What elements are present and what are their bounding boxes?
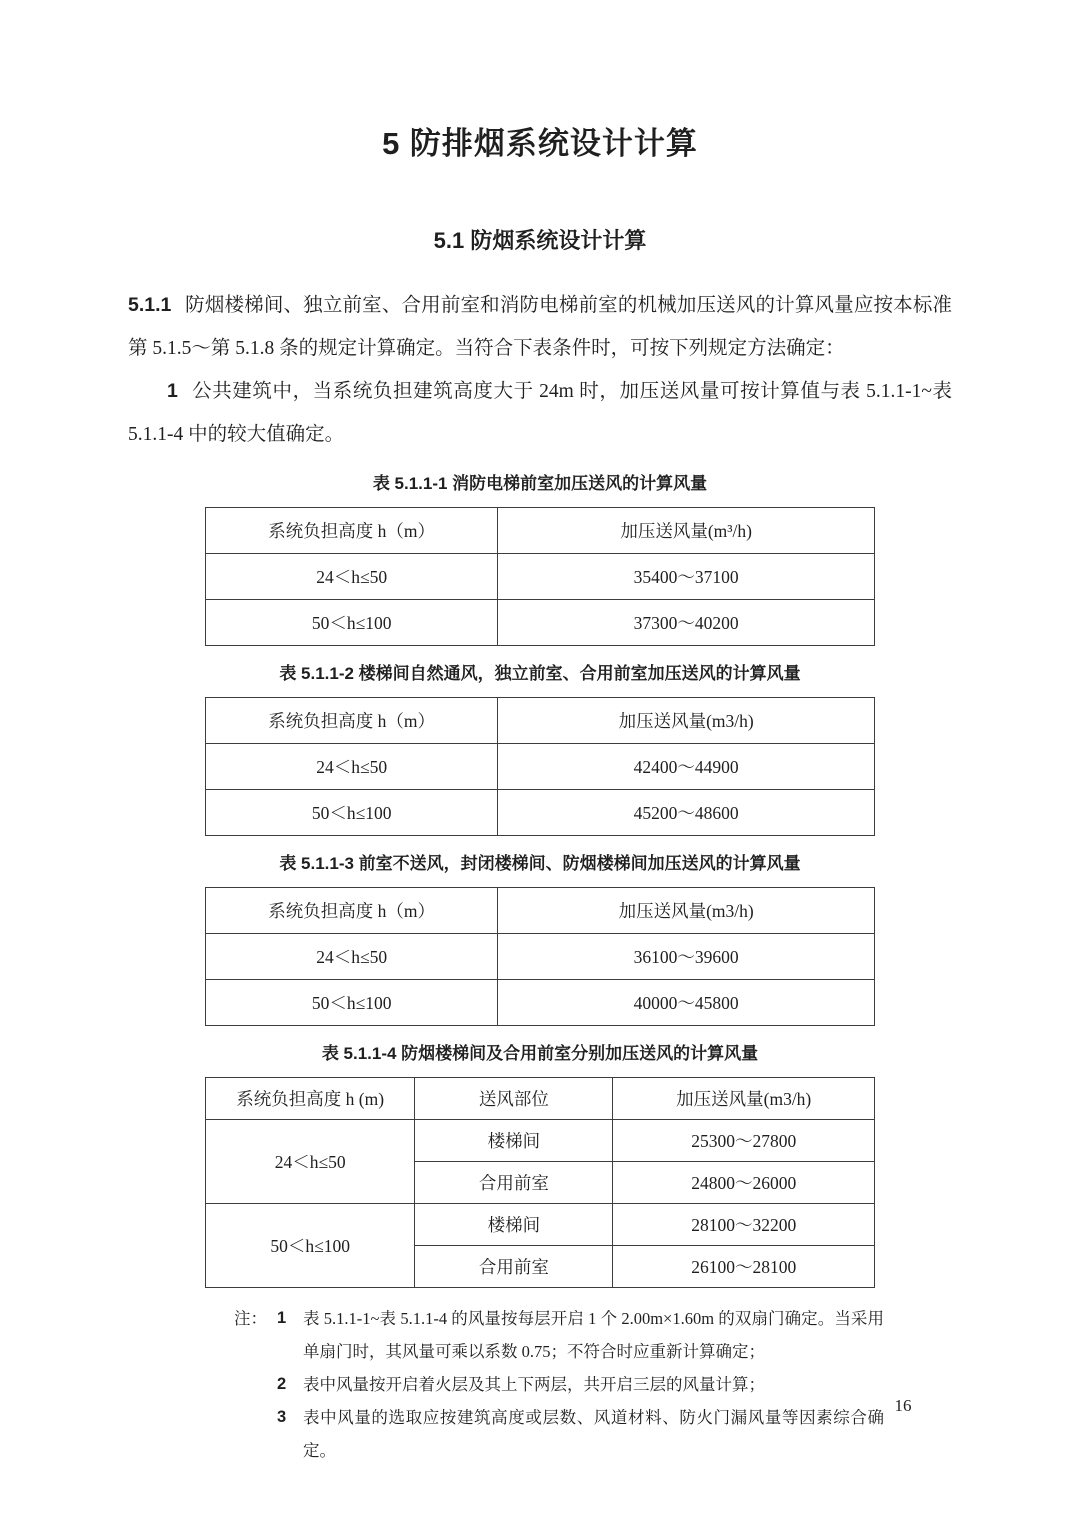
height-range-cell: 50＜h≤100 (206, 600, 498, 646)
column-header: 系统负担高度 h (m) (206, 1078, 415, 1120)
notes-list (277, 1302, 884, 1467)
table-5-1-1-1 (205, 507, 875, 646)
table-row (206, 980, 875, 1026)
list-item-text: 公共建筑中，当系统负担建筑高度大于 24m 时，加压送风量可按计算值与表 5.1.1-1~表 5.1.1-4 中的较大值确定。 (128, 381, 952, 445)
table-row (206, 1204, 875, 1246)
note-text: 表中风量按开启着火层及其上下两层，共开启三层的风量计算； (303, 1375, 765, 1394)
table-row (206, 790, 875, 836)
height-range-cell: 24＜h≤50 (206, 934, 498, 980)
page-number: 16 (894, 1396, 912, 1415)
column-header: 加压送风量(m3/h) (498, 698, 875, 744)
height-range-cell: 50＜h≤100 (206, 980, 498, 1026)
table-5-1-1-4 (205, 1077, 875, 1288)
height-range-cell: 50＜h≤100 (206, 790, 498, 836)
table-row (206, 554, 875, 600)
table-header-row (206, 698, 875, 744)
height-range-cell: 50＜h≤100 (206, 1204, 415, 1288)
airflow-cell: 24800～26000 (613, 1162, 875, 1204)
note-item (277, 1302, 884, 1368)
column-header: 送风部位 (415, 1078, 613, 1120)
table-5-1-1-2 (205, 697, 875, 836)
table-row (206, 1120, 875, 1162)
section-title: 5.1 防烟系统设计计算 (433, 228, 647, 253)
column-header: 加压送风量(m3/h) (498, 888, 875, 934)
height-range-cell: 24＜h≤50 (206, 554, 498, 600)
airflow-cell: 37300～40200 (498, 600, 875, 646)
clause-list-item-1 (128, 370, 952, 456)
location-cell: 合用前室 (415, 1246, 613, 1288)
note-number: 1 (277, 1309, 287, 1327)
airflow-cell: 42400～44900 (498, 744, 875, 790)
column-header: 系统负担高度 h（m） (206, 888, 498, 934)
note-number: 2 (277, 1375, 287, 1393)
location-cell: 楼梯间 (415, 1204, 613, 1246)
height-range-cell: 24＜h≤50 (206, 1120, 415, 1204)
column-header: 系统负担高度 h（m） (206, 508, 498, 554)
table-header-row (206, 888, 875, 934)
note-item (277, 1401, 884, 1467)
table-block-3 (128, 852, 952, 1026)
table-caption-1: 表 5.1.1-1 消防电梯前室加压送风的计算风量 (372, 474, 708, 493)
notes-label: 注： (234, 1309, 267, 1328)
airflow-cell: 26100～28100 (613, 1246, 875, 1288)
airflow-cell: 45200～48600 (498, 790, 875, 836)
airflow-cell: 28100～32200 (613, 1204, 875, 1246)
height-range-cell: 24＜h≤50 (206, 744, 498, 790)
airflow-cell: 36100～39600 (498, 934, 875, 980)
table-notes (234, 1302, 884, 1467)
location-cell: 楼梯间 (415, 1120, 613, 1162)
note-text: 表中风量的选取应按建筑高度或层数、风道材料、防火门漏风量等因素综合确定。 (303, 1408, 884, 1460)
note-item (277, 1368, 884, 1401)
table-block-1 (128, 472, 952, 646)
location-cell: 合用前室 (415, 1162, 613, 1204)
clause-5-1-1 (128, 284, 952, 370)
list-item-number: 1 (167, 380, 178, 402)
table-block-2 (128, 662, 952, 836)
clause-text: 防烟楼梯间、独立前室、合用前室和消防电梯前室的机械加压送风的计算风量应按本标准第 5.1.5～第 5.1.8 条的规定计算确定。当符合下表条件时，可按下列规定方法确定： (128, 295, 952, 359)
table-row (206, 600, 875, 646)
chapter-title: 5 防排烟系统设计计算 (382, 126, 698, 161)
column-header: 系统负担高度 h（m） (206, 698, 498, 744)
note-number: 3 (277, 1408, 287, 1426)
airflow-cell: 40000～45800 (498, 980, 875, 1026)
clause-number: 5.1.1 (128, 294, 172, 316)
airflow-cell: 35400～37100 (498, 554, 875, 600)
table-caption-3: 表 5.1.1-3 前室不送风，封闭楼梯间、防烟楼梯间加压送风的计算风量 (279, 854, 801, 873)
table-header-row (206, 508, 875, 554)
table-caption-4: 表 5.1.1-4 防烟楼梯间及合用前室分别加压送风的计算风量 (321, 1044, 759, 1063)
column-header: 加压送风量(m³/h) (498, 508, 875, 554)
table-row (206, 934, 875, 980)
column-header: 加压送风量(m3/h) (613, 1078, 875, 1120)
table-5-1-1-3 (205, 887, 875, 1026)
airflow-cell: 25300～27800 (613, 1120, 875, 1162)
table-row (206, 744, 875, 790)
table-caption-2: 表 5.1.1-2 楼梯间自然通风，独立前室、合用前室加压送风的计算风量 (279, 664, 801, 683)
note-text: 表 5.1.1-1~表 5.1.1-4 的风量按每层开启 1 个 2.00m×1.60m 的双扇门确定。当采用单扇门时，其风量可乘以系数 0.75；不符合时应重新计算确定； (303, 1309, 884, 1361)
table-block-4 (128, 1042, 952, 1288)
table-header-row (206, 1078, 875, 1120)
